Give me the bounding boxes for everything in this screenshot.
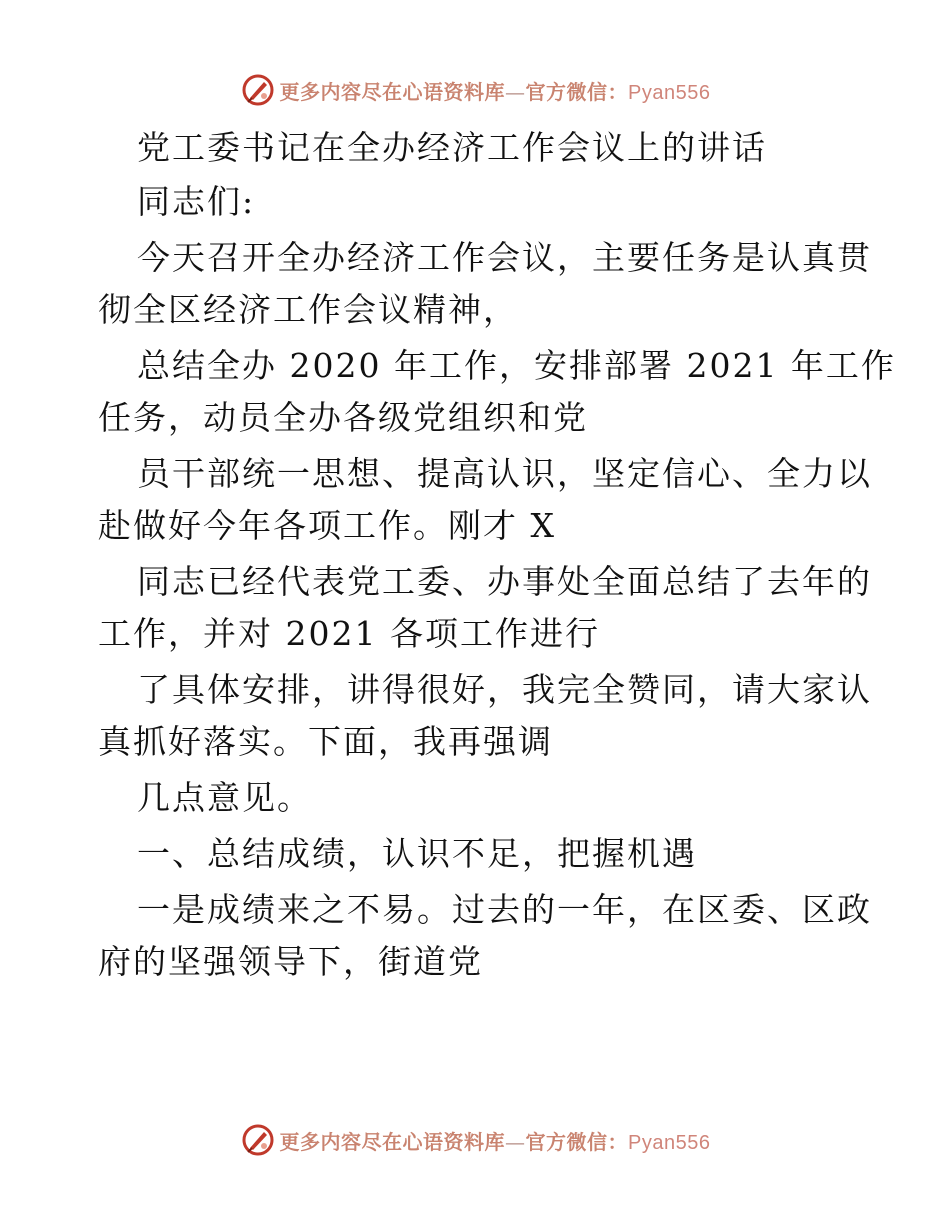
paragraph-line: 了具体安排，讲得很好，我完全赞同，请大家认 [137,670,872,709]
banner-wechat-id: Pyan556 [628,1131,711,1154]
banner-main-text: 更多内容尽在心语资料库 [279,1129,506,1154]
paragraph-line: 赴做好今年各项工作。刚才 X [98,506,556,545]
section-heading: 一、总结成绩，认识不足，把握机遇 [137,834,697,873]
paragraph-line: 彻全区经济工作会议精神， [98,290,518,329]
banner-official-label: 官方微信： [525,79,629,104]
banner-main-text: 更多内容尽在心语资料库 [279,79,506,104]
banner-wechat-id: Pyan556 [628,81,711,104]
paragraph-line: 同志已经代表党工委、办事处全面总结了去年的 [137,562,872,601]
banner-separator: — [505,1129,526,1154]
quill-pen-logo-icon [240,72,276,108]
paragraph-line: 总结全办 2020 年工作，安排部署 2021 年工作 [137,346,896,385]
banner-text [280,1126,711,1155]
banner-separator: — [505,79,526,104]
paragraph-line: 任务，动员全办各级党组织和党 [98,398,588,437]
paragraph-line: 员干部统一思想、提高认识，坚定信心、全力以 [137,454,872,493]
document-body [98,122,896,988]
document-title: 党工委书记在全办经济工作会议上的讲话 [137,128,767,167]
greeting: 同志们: [137,182,256,221]
paragraph-line: 今天召开全办经济工作会议，主要任务是认真贯 [137,238,872,277]
paragraph-line: 工作，并对 2021 各项工作进行 [98,614,600,653]
quill-pen-logo-icon [240,1122,276,1158]
footer-banner [0,1118,950,1162]
banner-text [280,76,711,105]
banner-official-label: 官方微信： [525,1129,629,1154]
header-banner [0,68,950,112]
paragraph-line: 一是成绩来之不易。过去的一年，在区委、区政 [137,890,872,929]
paragraph-line: 府的坚强领导下，街道党 [98,942,483,981]
paragraph-line: 真抓好落实。下面，我再强调 [98,722,553,761]
paragraph-line: 几点意见。 [137,778,312,817]
